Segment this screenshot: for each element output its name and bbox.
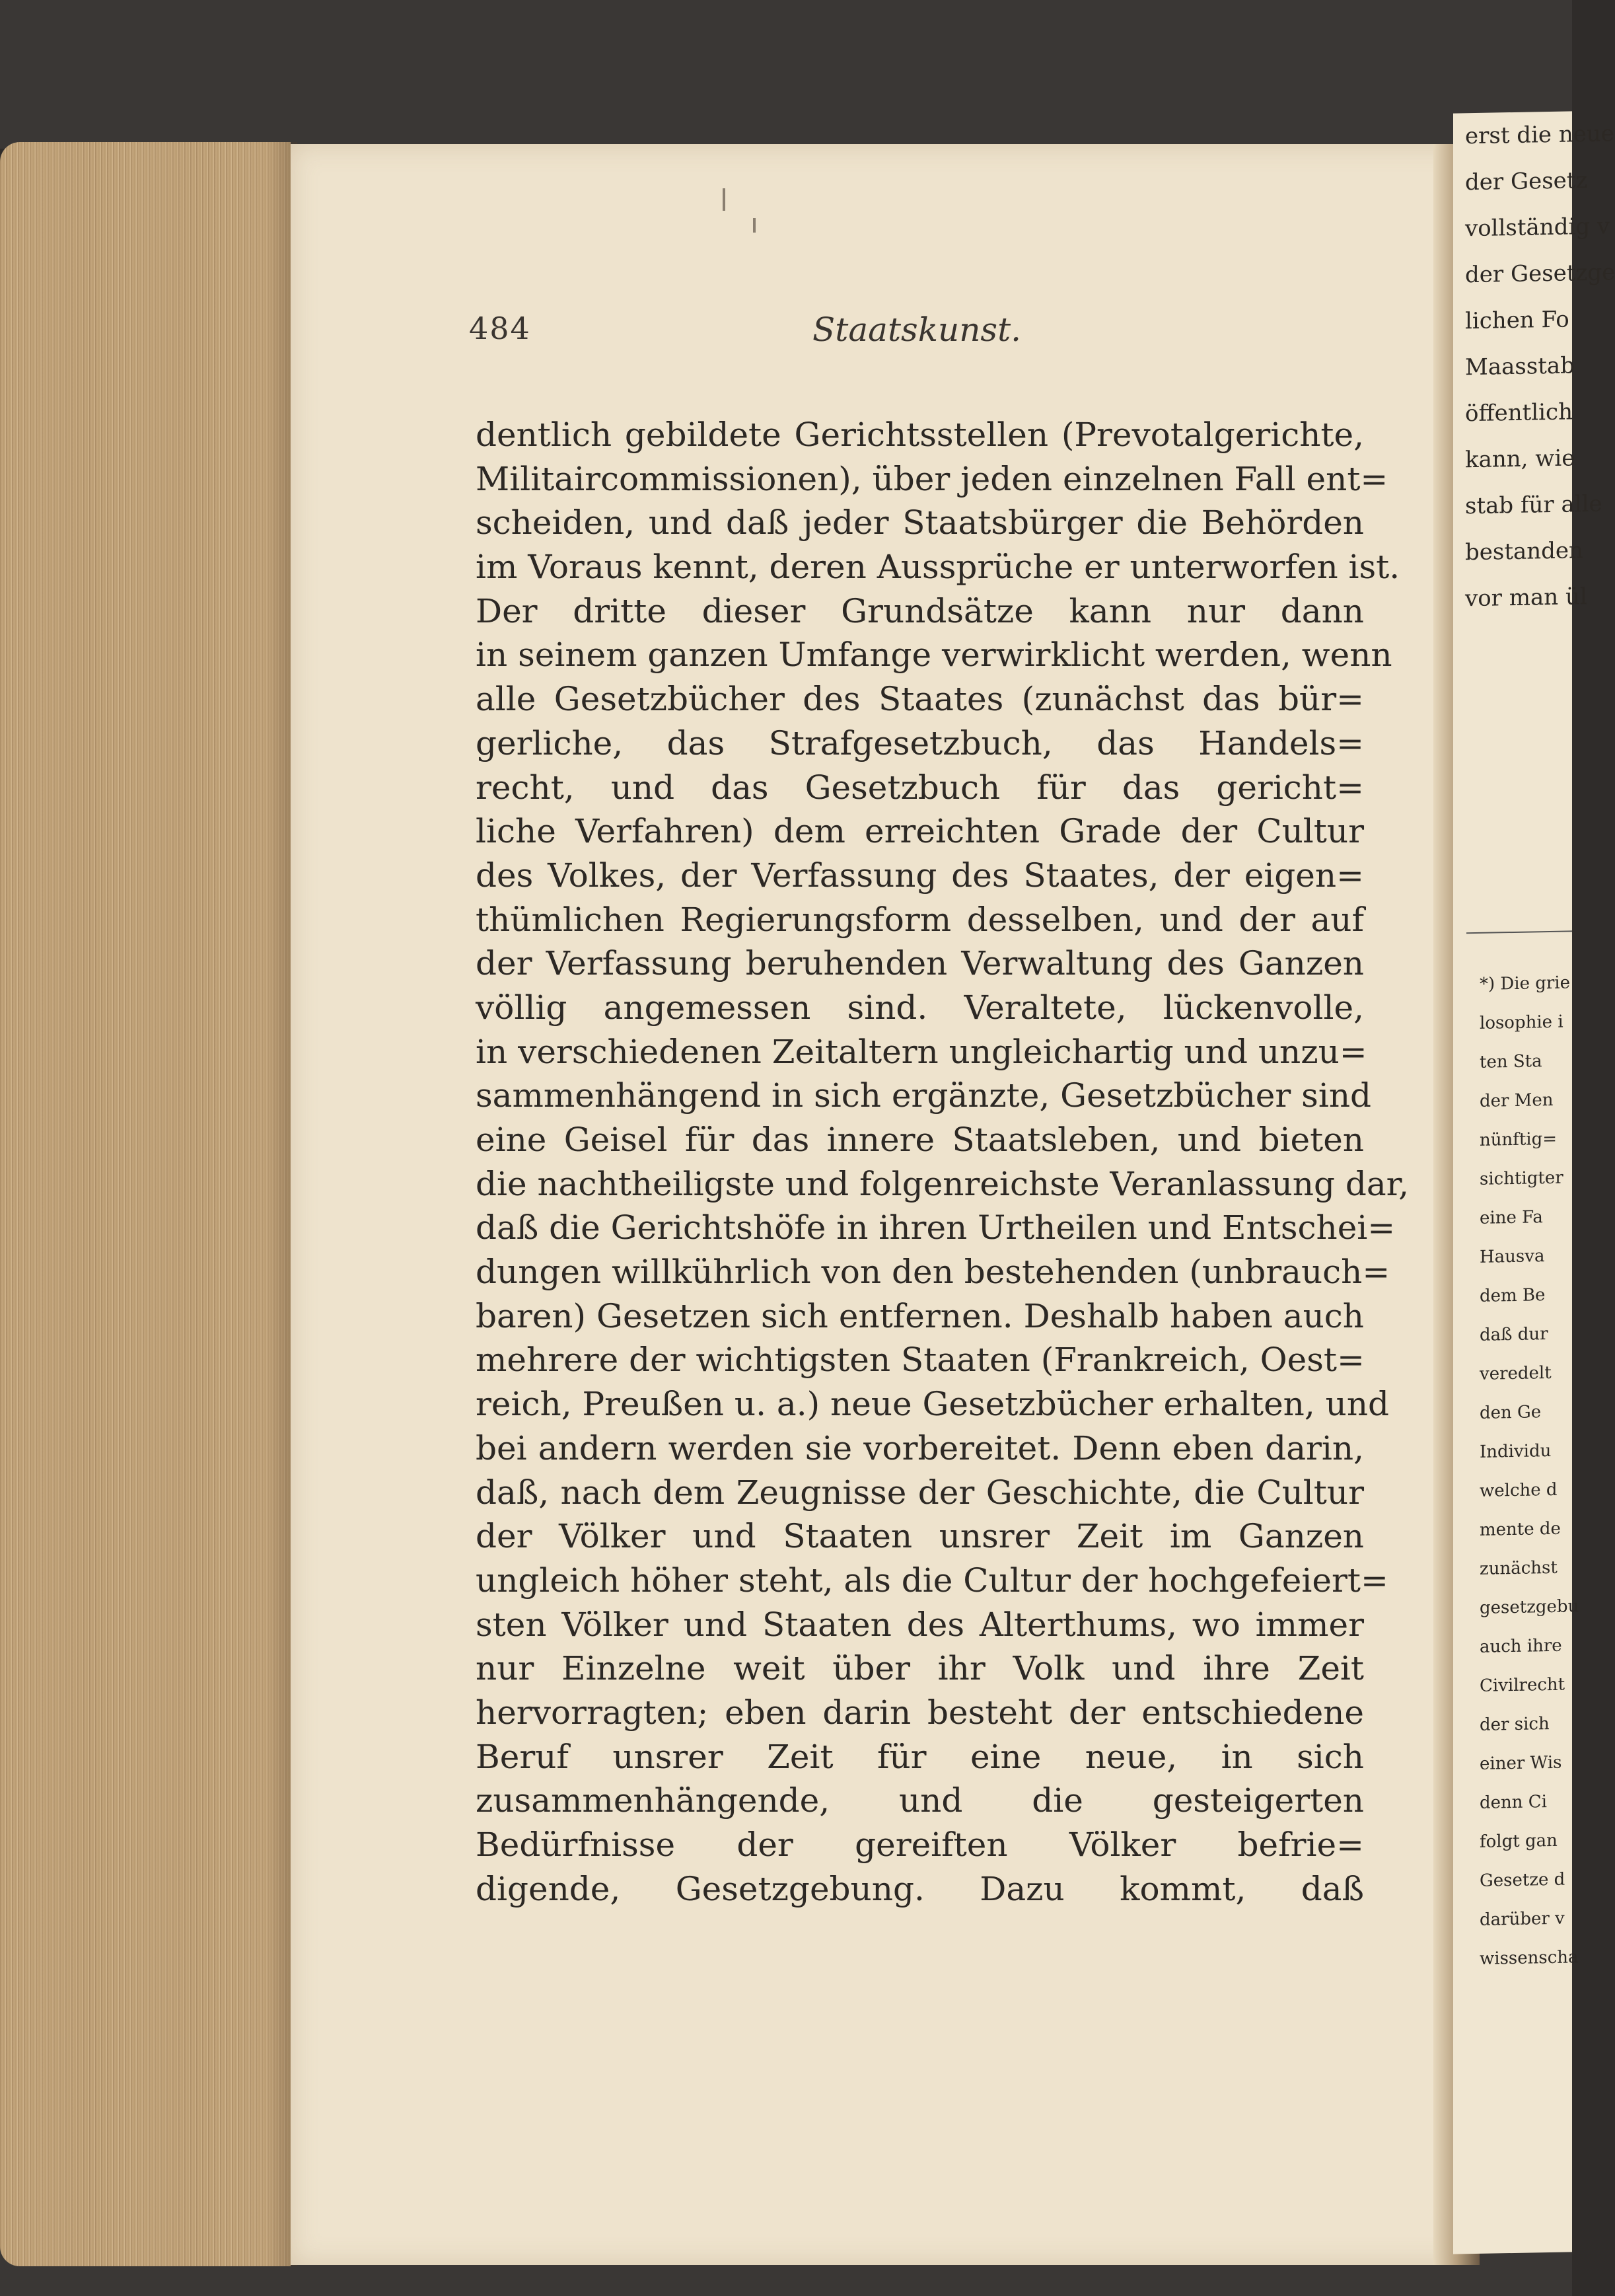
- facing-text-line: der Gesetzge: [1465, 259, 1615, 289]
- text-line: daß die Gerichtshöfe in ihren Urtheilen und Entschei=: [476, 1208, 1396, 1247]
- text-line: baren) Gesetzen sich entfernen. Deshalb haben auch: [476, 1296, 1364, 1335]
- ink-speck: [753, 218, 756, 233]
- facing-footnote-line: welche d: [1480, 1479, 1558, 1501]
- background-top: [0, 0, 1572, 149]
- facing-footnote-line: den Ge: [1480, 1402, 1542, 1423]
- facing-footnote-line: einer Wis: [1480, 1752, 1562, 1774]
- facing-text-line: vor man ül: [1465, 583, 1587, 612]
- text-line: scheiden, und daß jeder Staatsbürger die Behörden: [476, 503, 1364, 542]
- text-line: Bedürfnisse der gereiften Völker befrie=: [476, 1826, 1364, 1864]
- running-title: Staatskunst.: [812, 311, 1022, 349]
- text-line: zusammenhängende, und die gesteigerten: [476, 1781, 1364, 1820]
- facing-footnote-line: der Men: [1480, 1090, 1554, 1111]
- facing-footnote-line: zunächst: [1480, 1557, 1558, 1579]
- text-line: Beruf unsrer Zeit für eine neue, in sich: [476, 1737, 1364, 1776]
- text-line: dentlich gebildete Gerichtsstellen (Prevotalgerichte,: [476, 416, 1364, 454]
- facing-footnote-line: gesetzgebu: [1480, 1596, 1579, 1618]
- main-text-block: [476, 413, 1409, 1989]
- facing-footnote-line: eine Fa: [1480, 1207, 1543, 1228]
- text-line: Der dritte dieser Grundsätze kann nur dann: [476, 591, 1364, 630]
- facing-footnote-line: nünftig=: [1480, 1129, 1558, 1150]
- facing-page-footnotes: [1453, 963, 1579, 1979]
- facing-footnote-line: folgt gan: [1480, 1830, 1558, 1852]
- facing-footnote-line: auch ihre: [1480, 1635, 1562, 1657]
- facing-footnote-line: Gesetze d: [1480, 1869, 1565, 1891]
- facing-footnote-line: mente de: [1480, 1518, 1561, 1540]
- facing-footnote-line: daß dur: [1480, 1324, 1548, 1345]
- text-line: der Völker und Staaten unsrer Zeit im Ganzen: [476, 1517, 1364, 1556]
- facing-footnote-line: denn Ci: [1480, 1792, 1547, 1813]
- facing-page: [1453, 111, 1615, 2254]
- text-line: die nachtheiligste und folgenreichste Veranlassung dar,: [476, 1164, 1409, 1203]
- text-line: völlig angemessen sind. Veraltete, lückenvolle,: [476, 988, 1364, 1027]
- text-line: in seinem ganzen Umfange verwirklicht werden, wenn: [476, 636, 1392, 675]
- facing-footnote-line: der sich: [1480, 1714, 1550, 1735]
- text-line: der Verfassung beruhenden Verwaltung des Ganzen: [476, 944, 1364, 983]
- text-line: liche Verfahren) dem erreichten Grade der Cultur: [476, 812, 1364, 851]
- facing-text-line: lichen Fo: [1465, 306, 1569, 335]
- facing-footnote-line: *) Die grie: [1480, 973, 1570, 994]
- text-line: mehrere der wichtigsten Staaten (Frankreich, Oest=: [476, 1341, 1365, 1380]
- book-page-edges: [0, 142, 291, 2266]
- facing-footnote-line: wissenscha: [1480, 1947, 1579, 1969]
- text-line: hervorragten; eben darin besteht der entschiedene: [476, 1693, 1364, 1732]
- facing-page-text: [1453, 111, 1615, 622]
- text-line: Militaircommissionen), über jeden einzelnen Fall ent=: [476, 459, 1388, 498]
- facing-footnote-line: veredelt: [1480, 1362, 1552, 1384]
- text-line: gerliche, das Strafgesetzbuch, das Handels=: [476, 723, 1364, 762]
- facing-footnote-line: sichtigter: [1480, 1167, 1563, 1189]
- text-line: in verschiedenen Zeitaltern ungleichartig und unzu=: [476, 1032, 1367, 1071]
- facing-text-line: vollständig v: [1465, 213, 1610, 242]
- facing-text-line: der Gesetz: [1465, 167, 1588, 196]
- facing-text-line: Maasstab: [1465, 352, 1575, 381]
- text-line: bei andern werden sie vorbereitet. Denn eben darin,: [476, 1428, 1364, 1467]
- text-line: digende, Gesetzgebung. Dazu kommt, daß: [476, 1869, 1364, 1908]
- page-header: [469, 311, 1367, 357]
- facing-text-line: stab für alle: [1465, 490, 1602, 520]
- facing-footnote-line: dem Be: [1480, 1285, 1546, 1306]
- text-line: dungen willkührlich von den bestehenden (unbrauch=: [476, 1253, 1390, 1292]
- facing-footnote-line: ten Sta: [1480, 1051, 1542, 1072]
- text-line: recht, und das Gesetzbuch für das gericht=: [476, 768, 1364, 807]
- facing-footnote-line: Hausva: [1480, 1246, 1545, 1267]
- text-line: sten Völker und Staaten des Alterthums, wo immer: [476, 1605, 1364, 1644]
- text-line: alle Gesetzbücher des Staates (zunächst das bür=: [476, 680, 1364, 719]
- text-line: sammenhängend in sich ergänzte, Gesetzbücher sind: [476, 1076, 1372, 1115]
- facing-text-line: kann, wie: [1465, 445, 1575, 474]
- facing-footnote-line: losophie i: [1480, 1012, 1563, 1033]
- facing-footnote-line: darüber v: [1480, 1908, 1565, 1930]
- footnote-rule: [1466, 930, 1572, 934]
- text-line: des Volkes, der Verfassung des Staates, der eigen=: [476, 856, 1364, 895]
- text-line: eine Geisel für das innere Staatsleben, und bieten: [476, 1121, 1364, 1159]
- ink-speck: [723, 188, 725, 211]
- text-line: im Voraus kennt, deren Aussprüche er unterworfen ist.: [476, 548, 1400, 587]
- facing-text-line: bestanden: [1465, 537, 1583, 566]
- text-line: daß, nach dem Zeugnisse der Geschichte, die Cultur: [476, 1473, 1364, 1512]
- text-line: ungleich höher steht, als die Cultur der hochgefeiert=: [476, 1561, 1388, 1600]
- text-line: thümlichen Regierungsform desselben, und der auf: [476, 900, 1364, 939]
- facing-footnote-line: Individu: [1480, 1440, 1552, 1462]
- text-line: nur Einzelne weit über ihr Volk und ihre Zeit: [476, 1649, 1364, 1688]
- facing-footnote-line: Civilrecht: [1480, 1674, 1565, 1696]
- facing-text-line: öffentlich: [1465, 398, 1573, 427]
- text-line: reich, Preußen u. a.) neue Gesetzbücher erhalten, und: [476, 1385, 1390, 1424]
- page-number: 484: [469, 311, 531, 346]
- facing-text-line: erst die neue: [1465, 120, 1614, 150]
